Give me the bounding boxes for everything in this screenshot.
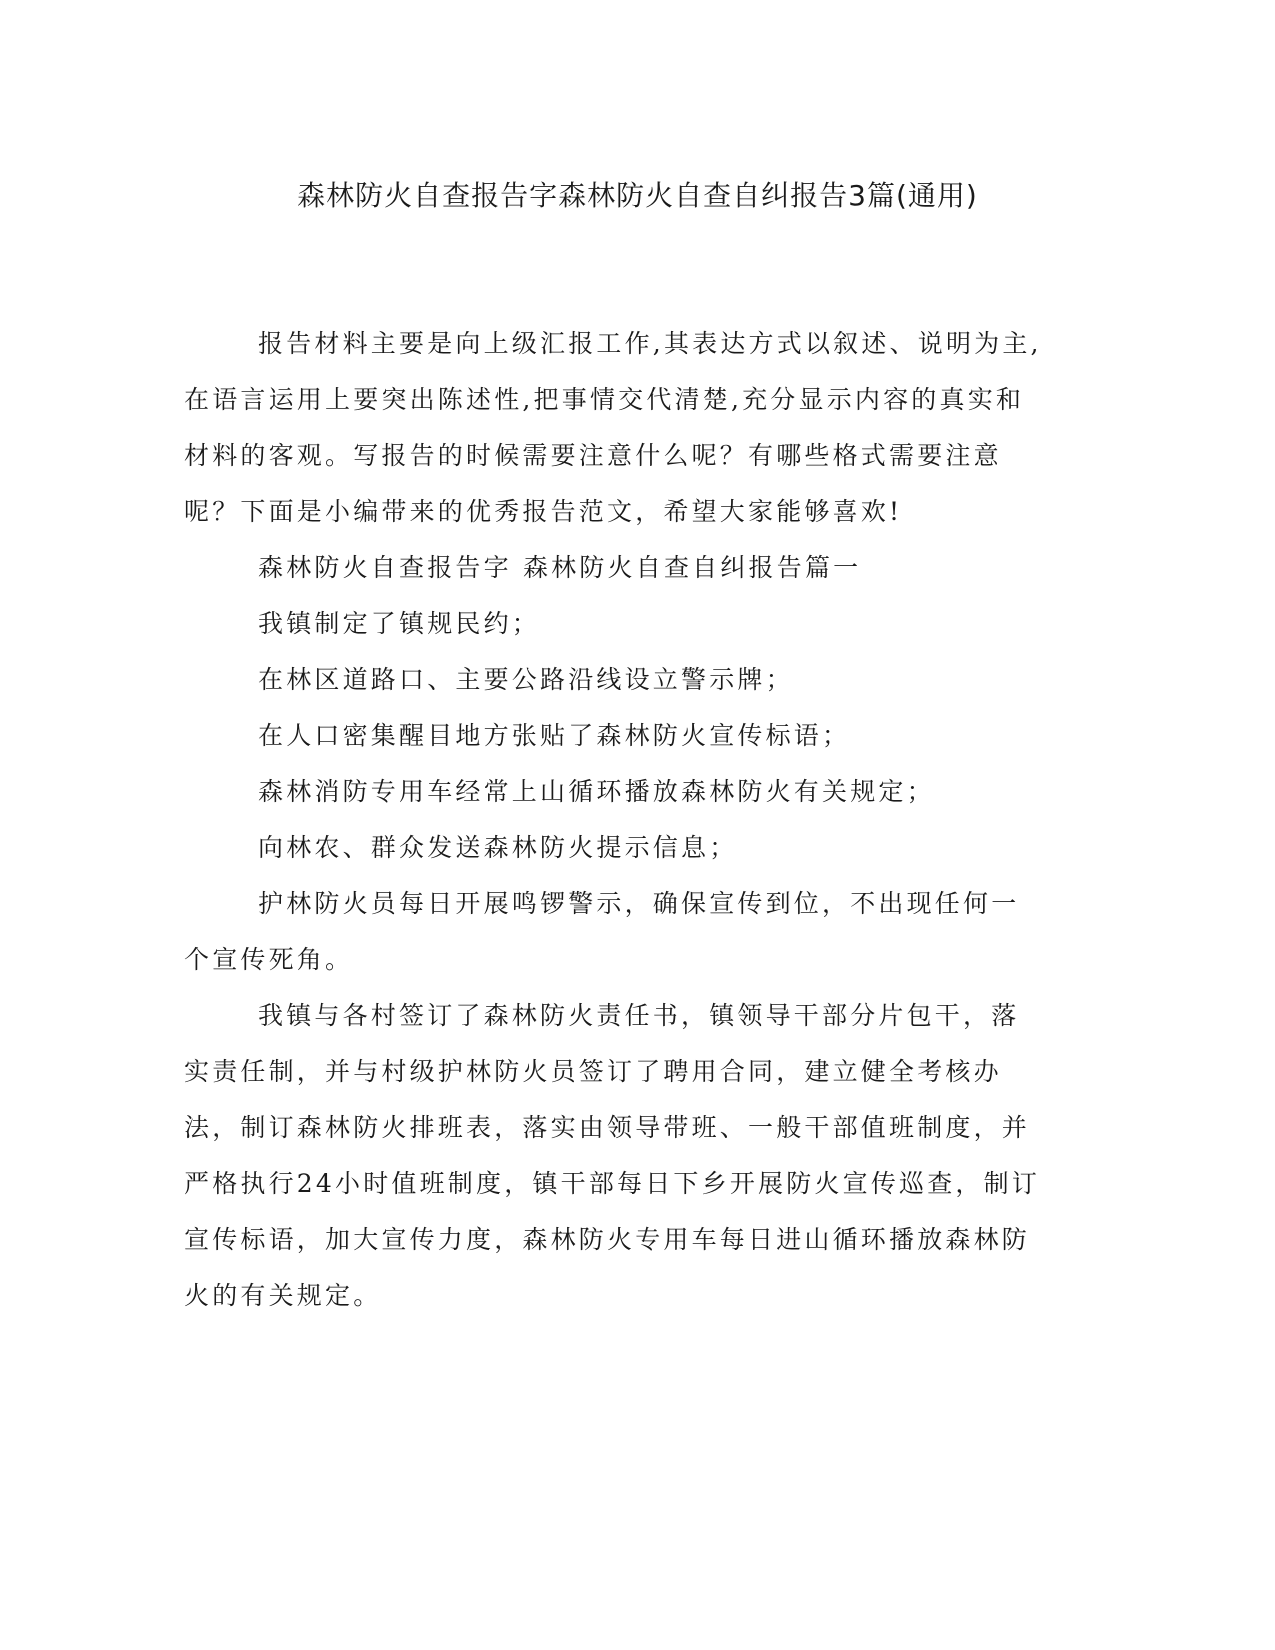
intro-paragraph: 报告材料主要是向上级汇报工作,其表达方式以叙述、说明为主,在语言运用上要突出陈述性,把事情交代清楚,充分显示内容的真实和材料的客观。写报告的时候需要注意什么呢？有哪些格式需要注意呢？下面是小编带来的优秀报告范文，希望大家能够喜欢! [184, 329, 1042, 526]
body-paragraph: 在人口密集醒目地方张贴了森林防火宣传标语； [258, 721, 851, 750]
document-title: 森林防火自查报告字森林防火自查自纠报告3篇(通用) [297, 179, 978, 212]
document-body [184, 316, 1044, 1324]
body-paragraph: 我镇与各村签订了森林防火责任书，镇领导干部分片包干，落实责任制，并与村级护林防火员签订了聘用合同，建立健全考核办法，制订森林防火排班表，落实由领导带班、一般干部值班制度，并严格执行24小时值班制度，镇干部每日下乡开展防火宣传巡查，制订宣传标语，加大宣传力度，森林防火专用车每日进山循环播放森林防火的有关规定。 [184, 1001, 1041, 1310]
section-heading: 森林防火自查报告字 森林防火自查自纠报告篇一 [258, 553, 862, 582]
body-paragraph: 森林消防专用车经常上山循环播放森林防火有关规定； [258, 777, 935, 806]
body-paragraph: 在林区道路口、主要公路沿线设立警示牌； [258, 665, 794, 694]
body-paragraph: 我镇制定了镇规民约； [258, 609, 541, 638]
body-paragraph: 护林防火员每日开展鸣锣警示，确保宣传到位，不出现任何一个宣传死角。 [184, 889, 1020, 974]
body-paragraph: 向林农、群众发送森林防火提示信息； [258, 833, 738, 862]
